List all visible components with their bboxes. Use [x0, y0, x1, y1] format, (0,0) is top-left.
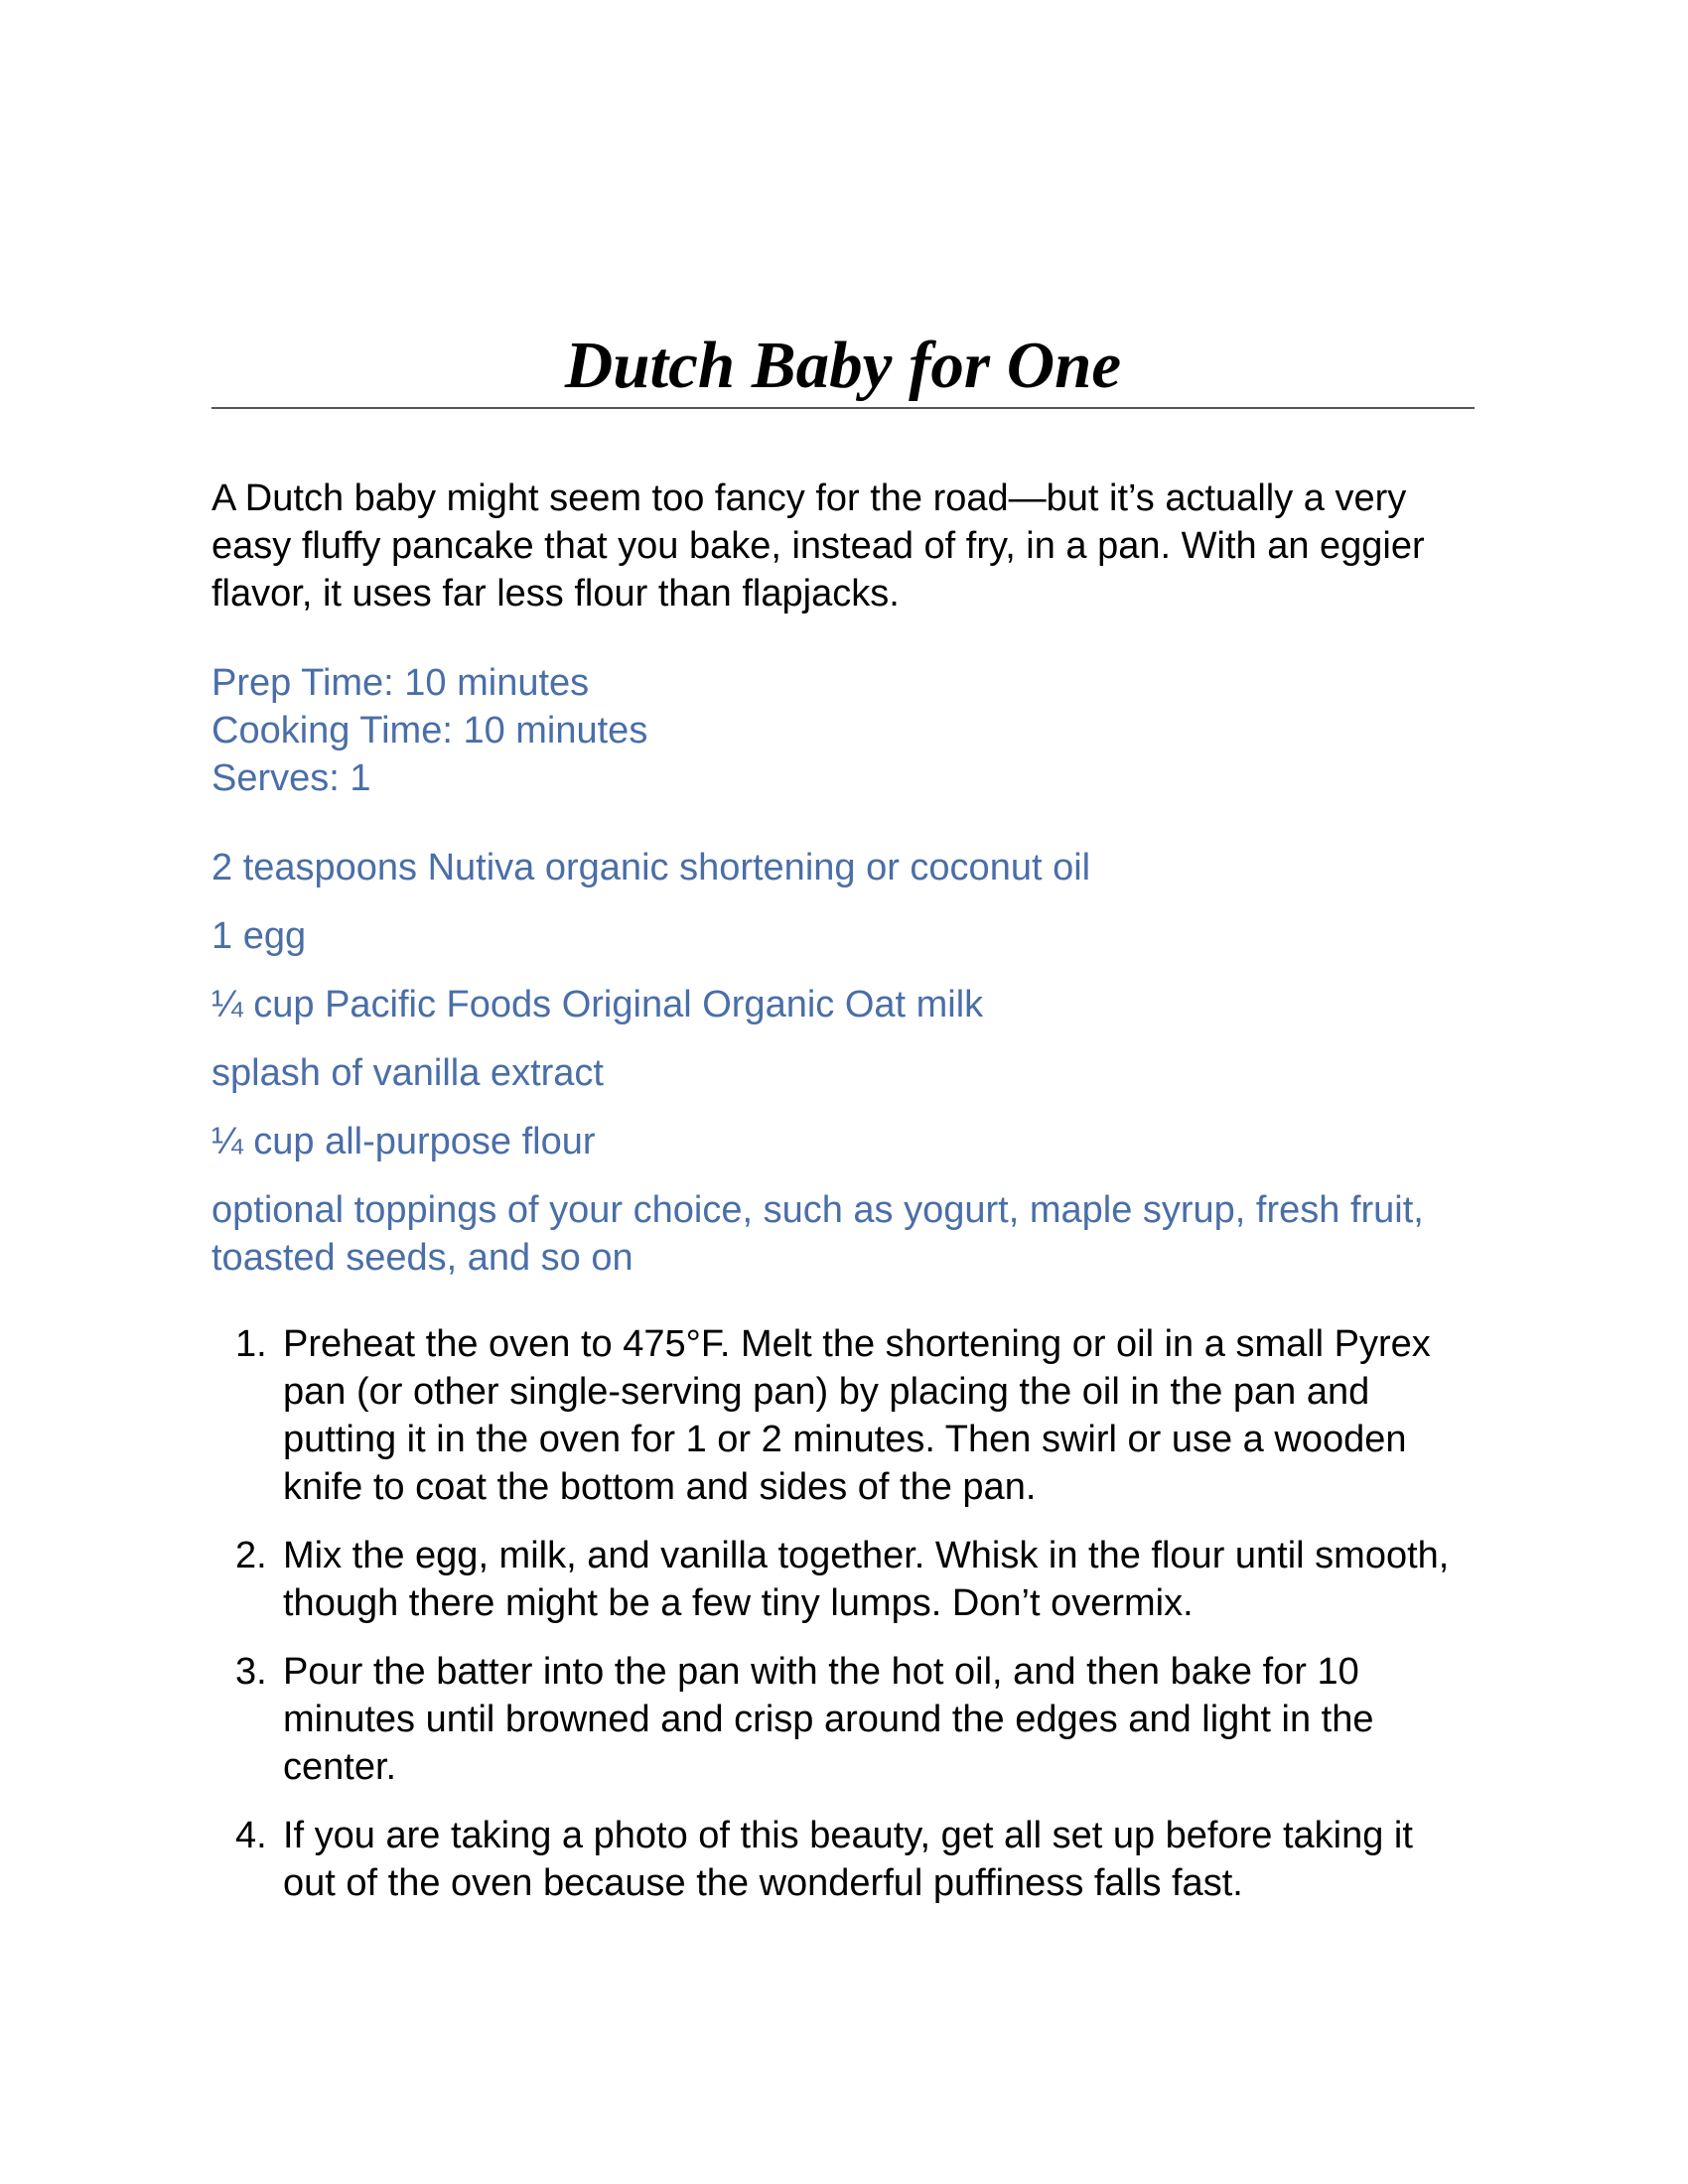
instruction-step — [211, 1532, 1475, 1627]
step-text: Mix the egg, milk, and vanilla together. Whisk in the flour until smooth, though there might be a few tiny lumps. Don’t overmix. — [283, 1535, 1450, 1624]
serves: Serves: 1 — [211, 757, 371, 799]
ingredient-item: optional toppings of your choice, such as yogurt, maple syrup, fresh fruit, toasted seeds, and so on — [211, 1189, 1424, 1279]
recipe-meta — [211, 659, 1475, 802]
recipe-title: Dutch Baby for One — [564, 329, 1122, 402]
step-number: 1. — [235, 1323, 267, 1365]
instruction-step — [211, 1320, 1475, 1511]
step-text: Pour the batter into the pan with the hot oil, and then bake for 10 minutes until browned and crisp around the edges and light in the center. — [283, 1651, 1374, 1788]
step-number: 2. — [235, 1535, 267, 1576]
ingredient-item: ¼ cup Pacific Foods Original Organic Oat milk — [211, 984, 984, 1025]
ingredient-item: 2 teaspoons Nutiva organic shortening or coconut oil — [211, 847, 1091, 888]
ingredient-item: ¼ cup all-purpose flour — [211, 1121, 596, 1162]
recipe-intro: A Dutch baby might seem too fancy for the road—but it’s actually a very easy fluffy pancake that you bake, instead of fry, in a pan. With an eggier flavor, it uses far less flour than flapjacks. — [211, 478, 1425, 614]
step-number: 3. — [235, 1651, 267, 1693]
cooking-time: Cooking Time: 10 minutes — [211, 710, 648, 751]
ingredient-item: 1 egg — [211, 915, 307, 957]
prep-time: Prep Time: 10 minutes — [211, 662, 590, 704]
instruction-step — [211, 1812, 1475, 1907]
step-text: Preheat the oven to 475°F. Melt the shortening or oil in a small Pyrex pan (or other single-serving pan) by placing the oil in the pan and putting it in the oven for 1 or 2 minutes. Then swirl or use a wooden knife to coat the bottom and sides of the pan. — [283, 1323, 1431, 1508]
ingredient-list — [211, 844, 1475, 1302]
instruction-step — [211, 1648, 1475, 1791]
step-number: 4. — [235, 1815, 267, 1856]
ingredient-item: splash of vanilla extract — [211, 1052, 604, 1094]
step-text: If you are taking a photo of this beauty, get all set up before taking it out of the oven because the wonderful puffiness falls fast. — [283, 1815, 1413, 1904]
title-divider — [211, 407, 1475, 409]
instruction-list — [211, 1320, 1475, 1928]
